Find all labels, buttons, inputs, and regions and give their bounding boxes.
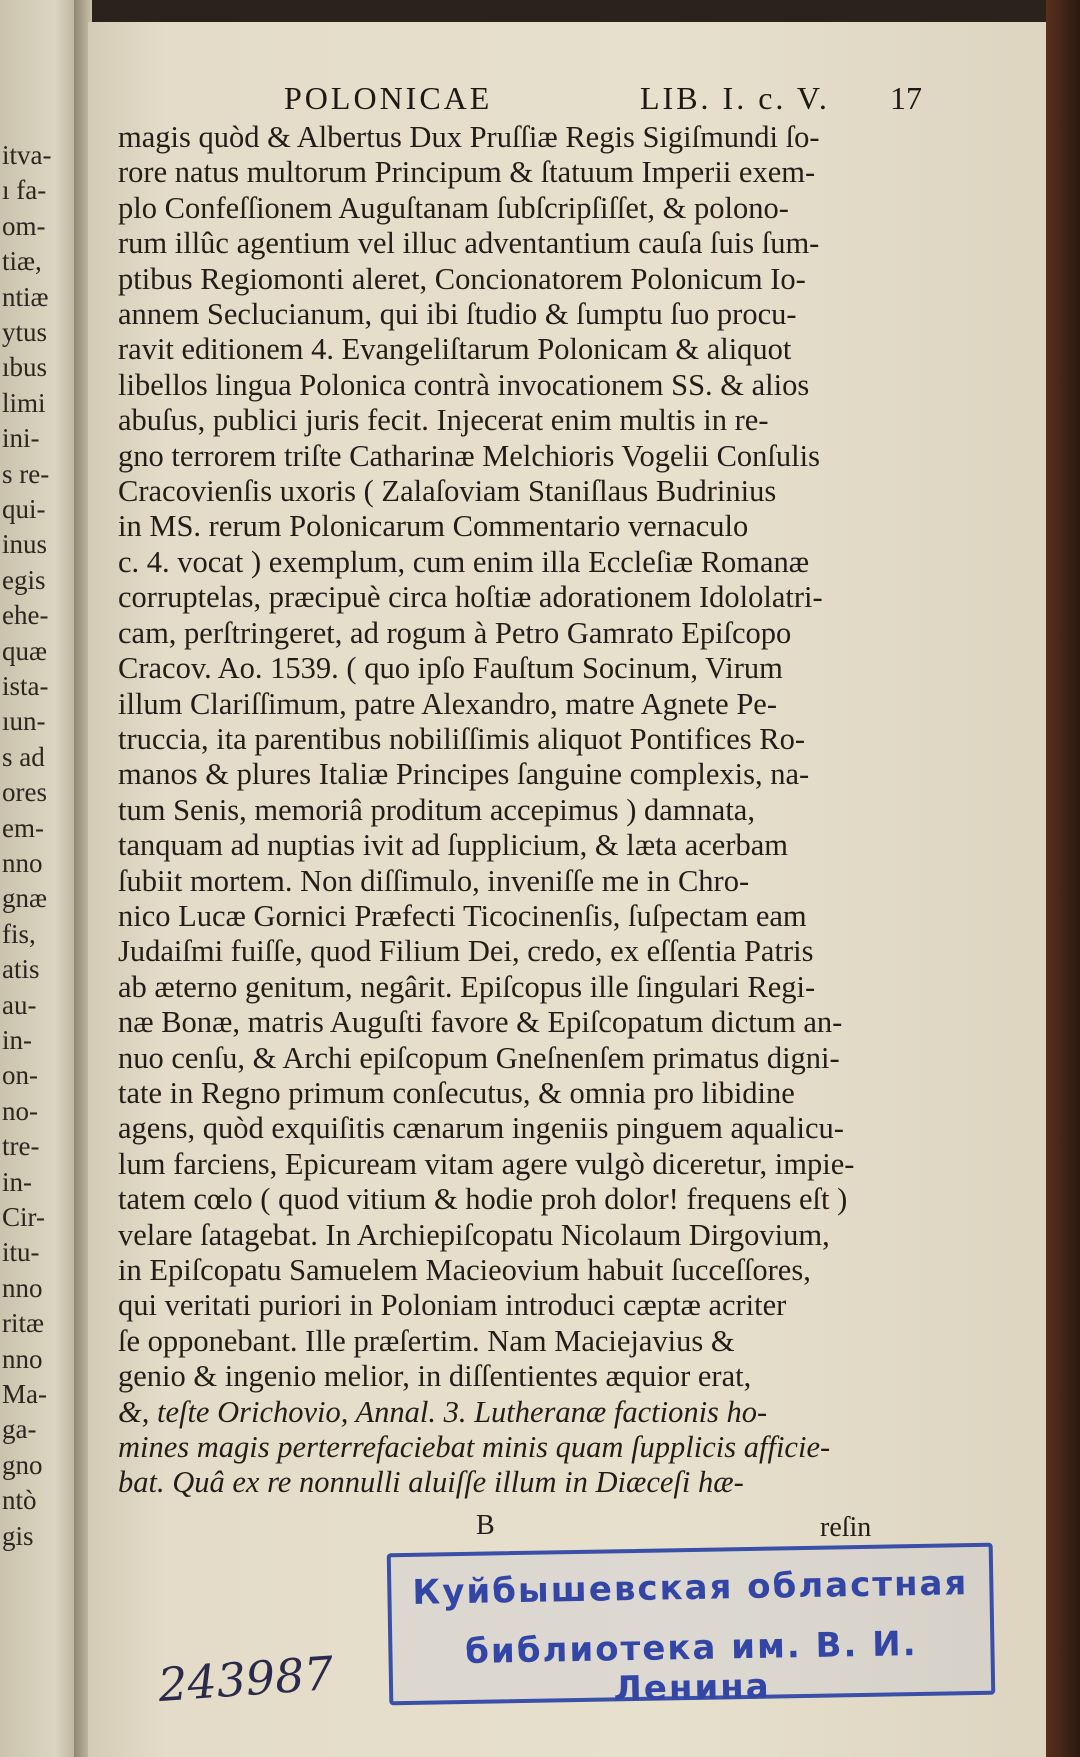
margin-fragment: nno [2, 1272, 43, 1303]
margin-fragment: quæ [2, 635, 48, 666]
text-line: Judaiſmi fuiſſe, quod Filium Dei, credo, ex eſſentia Patris [118, 934, 814, 969]
margin-fragment: in- [2, 1166, 32, 1197]
text-line: næ Bonæ, matris Auguſti favore & Epiſcopatum dictum an- [118, 1005, 843, 1040]
page-number: 17 [890, 80, 922, 116]
margin-fragment: ehe- [2, 600, 49, 631]
margin-fragment: nno [2, 1343, 43, 1374]
text-line: in Epiſcopatu Samuelem Macieovium habuit ſucceſſores, [118, 1253, 811, 1287]
text-line: bat. Quâ ex re nonnulli aluiſſe illum in Diæceſi hæ- [118, 1465, 744, 1500]
text-line: &, teſte Orichovio, Annal. 3. Lutheranæ factionis ho- [118, 1394, 768, 1429]
margin-fragment: limi [2, 387, 46, 418]
text-line: velare ſatagebat. In Archiepiſcopatu Nicolaum Dirgovium, [118, 1217, 830, 1252]
margin-fragment: nno [2, 848, 43, 878]
margin-fragment: ritæ [2, 1308, 45, 1339]
text-line: gno terrorem triſte Catharinæ Melchioris Vogelii Conſulis [118, 438, 820, 473]
text-line: ptibus Regiomonti aleret, Concionatorem Polonicum Io- [118, 261, 806, 296]
text-line: rum illûc agentium vel illuc adventantium cauſa ſuis ſum- [118, 226, 820, 261]
text-line: genio & ingenio melior, in diſſentientes æquior erat, [118, 1359, 752, 1394]
stamp-line-2: библиотека им. В. И. Ленина [464, 1624, 918, 1710]
text-line: tum Senis, memoriâ proditum accepimus ) damnata, [118, 792, 755, 827]
binding-edge [1046, 0, 1080, 1757]
margin-fragment: s ad [2, 741, 45, 772]
text-line: manos & plures Italiæ Principes ſanguine complexis, na- [118, 757, 810, 792]
margin-fragment: Ma- [2, 1379, 47, 1409]
margin-fragment: ista- [2, 671, 49, 701]
text-line: rore natus multorum Principum & ſtatuum Imperii exem- [118, 155, 816, 190]
margin-fragment: ı fa- [2, 175, 47, 206]
margin-fragment: itva- [2, 140, 52, 170]
margin-fragment: gis [2, 1520, 34, 1551]
margin-fragment: ytus [2, 317, 48, 347]
margin-fragment: no- [2, 1095, 38, 1126]
signature-mark: B [476, 1510, 495, 1541]
running-header [200, 80, 930, 120]
body-text [118, 120, 928, 1501]
text-line: ab æterno genitum, negârit. Epiſcopus ille ſingulari Regi- [118, 969, 816, 1004]
text-line: ſubiit mortem. Non diſſimulo, inveniſſe me in Chro- [118, 863, 750, 898]
text-line: nico Lucæ Gornici Præfecti Ticocinenſis, ſuſpectam eam [118, 898, 807, 933]
margin-fragment: ores [2, 777, 47, 808]
text-line: Cracov. Ao. 1539. ( quo ipſo Fauſtum Socinum, Virum [118, 651, 783, 686]
margin-fragment: gno [2, 1449, 43, 1480]
text-line: annem Seclucianum, qui ibi ſtudio & ſumptu ſuo procu- [118, 297, 797, 332]
text-line: nuo cenſu, & Archi epiſcopum Gneſnenſem primatus digni- [118, 1040, 840, 1075]
margin-fragment: qui- [2, 494, 46, 524]
margin-fragment: ntiæ [2, 281, 49, 312]
catchword: reſin [820, 1512, 872, 1543]
margin-fragment: om- [2, 210, 46, 241]
margin-fragment: itu- [2, 1237, 40, 1268]
margin-fragment: atis [2, 954, 40, 985]
stamp-line-1: Куйбышевская областная [412, 1563, 969, 1613]
text-line: abuſus, publici juris fecit. Injecerat enim multis in re- [118, 403, 769, 438]
margin-fragment: au- [2, 989, 37, 1020]
text-line: ſe opponebant. Ille præſertim. Nam Maciejavius & [118, 1323, 735, 1358]
margin-fragment: ntò [2, 1485, 37, 1516]
margin-fragment: inus [2, 529, 48, 560]
text-line: in MS. rerum Polonicarum Commentario vernaculo [118, 509, 749, 544]
margin-fragment: em- [2, 812, 44, 843]
inventory-number: 243987 [156, 1645, 336, 1713]
margin-fragment: ıbus [2, 352, 48, 383]
text-line: truccia, ita parentibus nobiliſſimis aliquot Pontifices Ro- [118, 721, 805, 756]
margin-fragment: ini- [2, 423, 40, 454]
margin-fragment: s re- [2, 458, 50, 489]
margin-fragment: Cir- [2, 1202, 45, 1232]
chapter-reference: LIB. I. c. V. [640, 80, 830, 116]
margin-fragment: ga- [2, 1414, 37, 1445]
text-line: plo Confeſſionem Auguſtanam ſubſcripſiſſet, & polono- [118, 190, 789, 225]
text-line: lum farciens, Epicuream vitam agere vulgò diceretur, impie- [118, 1146, 855, 1181]
text-line: qui veritati puriori in Poloniam introduci cæptæ acriter [118, 1288, 787, 1323]
text-line: tatem cœlo ( quod vitium & hodie proh dolor! frequens eſt ) [118, 1182, 848, 1217]
margin-fragment: ıun- [2, 706, 46, 737]
text-line: magis quòd & Albertus Dux Pruſſiæ Regis Sigiſmundi ſo- [118, 120, 820, 154]
text-line: tate in Regno primum conſecutus, & omnia pro libidine [118, 1075, 795, 1110]
margin-fragment: on- [2, 1060, 38, 1091]
text-line: illum Clariſſimum, patre Alexandro, matre Agnete Pe- [118, 686, 777, 721]
text-line: mines magis perterrefaciebat minis quam ſupplicis afficie- [118, 1430, 831, 1465]
margin-fragment: tre- [2, 1131, 40, 1162]
text-line: corruptelas, præcipuè circa hoſtiæ adorationem Idololatri- [118, 580, 823, 615]
margin-fragment: tiæ, [2, 246, 42, 277]
text-line: c. 4. vocat ) exemplum, cum enim illa Eccleſiæ Romanæ [118, 544, 810, 579]
text-line: cam, perſtringeret, ad rogum à Petro Gamrato Epiſcopo [118, 615, 792, 650]
text-line: Cracovienſis uxoris ( Zalaſoviam Staniſlaus Budrinius [118, 474, 777, 509]
text-line: tanquam ad nuptias ivit ad ſupplicium, & læta acerbam [118, 828, 788, 863]
margin-fragment: gnæ [2, 883, 48, 914]
text-line: agens, quòd exquiſitis cænarum ingeniis pinguem aqualicu- [118, 1111, 844, 1146]
margin-fragment: fis, [2, 918, 36, 949]
margin-fragment: in- [2, 1025, 32, 1055]
text-line: ravit editionem 4. Evangeliſtarum Polonicam & aliquot [118, 332, 792, 367]
left-page-margin [0, 0, 78, 1757]
library-stamp [387, 1543, 996, 1710]
margin-fragment: egis [2, 564, 46, 595]
text-line: libellos lingua Polonica contrà invocationem SS. & alios [118, 367, 810, 402]
running-title: POLONICAE [284, 80, 493, 116]
